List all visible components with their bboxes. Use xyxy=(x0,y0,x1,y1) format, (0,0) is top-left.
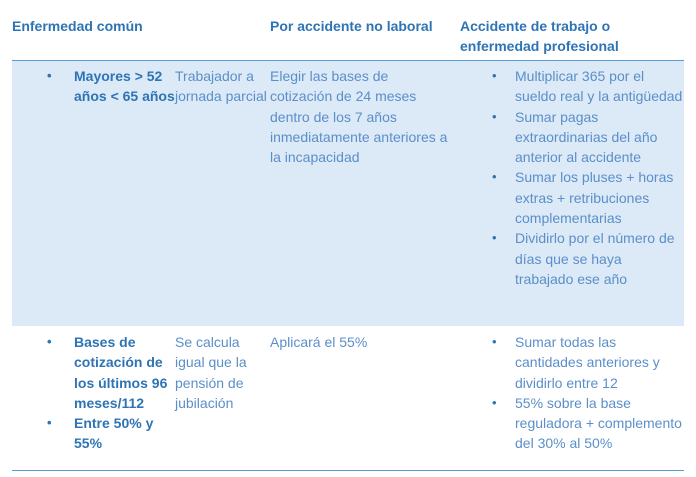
bullet-icon: • xyxy=(492,334,497,349)
bullet-icon: • xyxy=(47,68,52,83)
bullet-icon: • xyxy=(492,230,497,246)
bullet-icon: • xyxy=(492,68,497,83)
header-accidente-no-laboral: Por accidente no laboral xyxy=(270,18,433,34)
bullet-icon: • xyxy=(47,334,52,349)
table-row xyxy=(12,327,684,470)
list-item: • Mayores > 52 años < 65 años xyxy=(47,68,175,105)
list-item: • 55% sobre la base reguladora + complemento del 30% al 50% xyxy=(492,394,682,452)
header-accidente-trabajo xyxy=(460,16,684,56)
row1-criteria-list xyxy=(47,66,178,107)
header-accidente-trabajo-line2: enfermedad profesional xyxy=(460,38,619,54)
bullet-icon: • xyxy=(492,169,497,185)
bullet-icon: • xyxy=(47,415,52,431)
table-row xyxy=(12,61,684,326)
bullet-icon: • xyxy=(492,108,497,124)
row2-criteria-list xyxy=(47,332,178,454)
row1-work-accident-list xyxy=(492,66,683,289)
list-item: • Dividirlo por el número de días que se haya trabajado ese año xyxy=(492,230,675,287)
row1-non-work-accident: Elegir las bases de cotización de 24 meses dentro de los 7 años inmediatamente anteriores a la incapacidad xyxy=(270,68,448,166)
list-item: • Bases de cotización de los últimos 96 meses/112 xyxy=(47,334,168,411)
list-item: • Sumar todas las cantidades anteriores y dividirlo entre 12 xyxy=(492,334,660,391)
list-item: • Entre 50% y 55% xyxy=(47,415,154,452)
row1-worker-type: Trabajador a jornada parcial xyxy=(175,68,267,105)
list-item: • Multiplicar 365 por el sueldo real y la antigüedad xyxy=(492,68,683,105)
row2-non-work-accident: Aplicará el 55% xyxy=(270,334,368,350)
row2-work-accident-list xyxy=(492,332,683,454)
benefits-table xyxy=(12,4,684,452)
header-accidente-trabajo-line1: Accidente de trabajo o xyxy=(460,18,611,34)
table-bottom-rule xyxy=(12,470,684,471)
list-item: • Sumar pagas extraordinarias del año anterior al accidente xyxy=(492,108,658,166)
row2-calculation: Se calcula igual que la pensión de jubilación xyxy=(175,334,247,411)
header-enfermedad-comun: Enfermedad común xyxy=(12,18,143,34)
list-item: • Sumar los pluses + horas extras + retribuciones complementarias xyxy=(492,169,674,227)
bullet-icon: • xyxy=(492,394,497,410)
table-header xyxy=(12,4,684,60)
